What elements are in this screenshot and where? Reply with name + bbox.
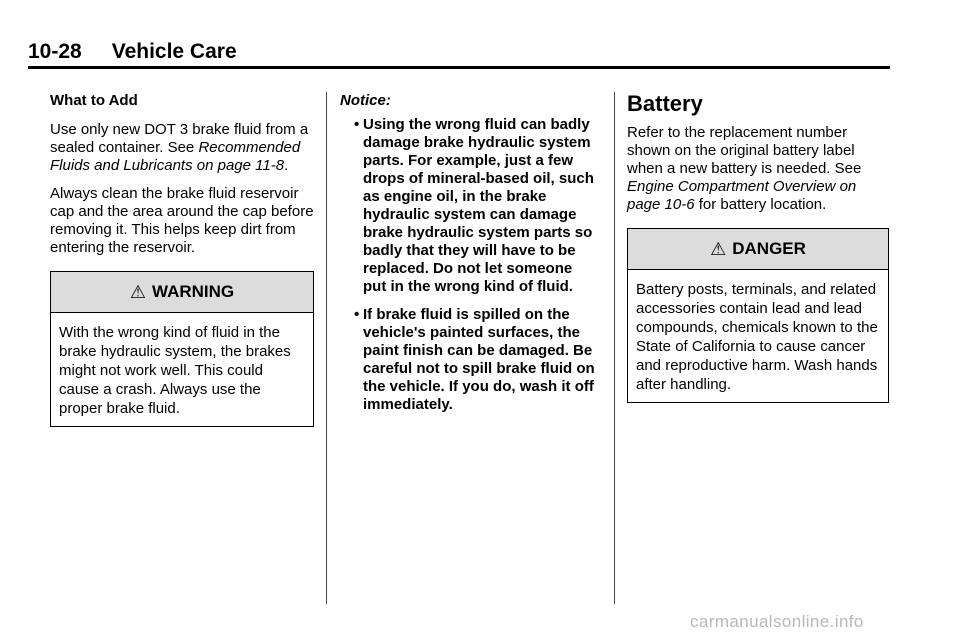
paragraph-battery xyxy=(627,124,889,214)
warning-text: With the wrong kind of fluid in the brake hydraulic system, the brakes might not work well. This could cause a crash. Always use the proper brake fluid. xyxy=(59,324,291,417)
subheading-what-to-add: What to Add xyxy=(50,92,138,109)
notice-bullet xyxy=(340,116,598,296)
bullet-text: Using the wrong fluid can badly damage brake hydraulic system parts. For example, just a few drops of mineral-based oil, such as engine oil, in the brake hydraulic system can damage brake hydraulic system parts so badly that they will have to be replaced. Do not let someone put in the wrong kind of fluid. xyxy=(363,116,594,295)
bullet-text: If brake fluid is spilled on the vehicle's painted surfaces, the paint finish can be damaged. Be careful not to spill brake fluid on the vehicle. If you do, wash it off immediately. xyxy=(363,306,595,413)
bullet-dot-icon: • xyxy=(354,306,360,323)
warning-triangle-icon: ⚠ xyxy=(129,282,146,302)
danger-text: Battery posts, terminals, and related accessories contain lead and lead compounds, chemicals known to the State of California to cause cancer and reproductive harm. Wash hands after handling. xyxy=(636,281,878,393)
danger-title: DANGER xyxy=(732,239,806,258)
page-number: 10-28 xyxy=(28,40,82,63)
paragraph-clean-reservoir: Always clean the brake fluid reservoir cap and the area around the cap before removing it. This helps keep dirt from entering the reservoir. xyxy=(50,185,314,256)
notice-label: Notice: xyxy=(340,92,391,109)
watermark: carmanualsonline.info xyxy=(690,612,864,631)
paragraph-text: Refer to the replacement number shown on the original battery label when a new battery is needed. See xyxy=(627,124,862,177)
column-divider-1 xyxy=(326,92,327,604)
bullet-dot-icon: • xyxy=(354,116,360,133)
cross-reference-link[interactable]: Engine Compartment Overview on page 10-6 xyxy=(627,178,857,213)
warning-triangle-icon: ⚠ xyxy=(710,239,727,259)
page-header xyxy=(28,40,890,64)
column-divider-2 xyxy=(614,92,615,604)
danger-caption xyxy=(628,229,888,270)
warning-caption xyxy=(51,272,313,313)
notice-bullet xyxy=(340,306,598,414)
warning-title: WARNING xyxy=(151,282,235,301)
paragraph-end: . xyxy=(284,157,289,174)
column-what-to-add xyxy=(50,92,314,427)
cross-reference-link[interactable]: Recommended Fluids and Lubricants on page 11-8 xyxy=(50,139,301,174)
paragraph-end: for battery location. xyxy=(694,196,827,213)
heading-battery: Battery xyxy=(627,91,703,116)
column-battery xyxy=(627,92,889,403)
column-notice xyxy=(340,92,598,424)
section-title: Vehicle Care xyxy=(111,40,237,63)
header-rule xyxy=(28,66,890,69)
paragraph-text: Use only new DOT 3 brake fluid from a sealed container. See xyxy=(50,121,309,156)
paragraph-dot3 xyxy=(50,121,314,175)
danger-callout xyxy=(627,228,889,403)
warning-callout xyxy=(50,271,314,427)
